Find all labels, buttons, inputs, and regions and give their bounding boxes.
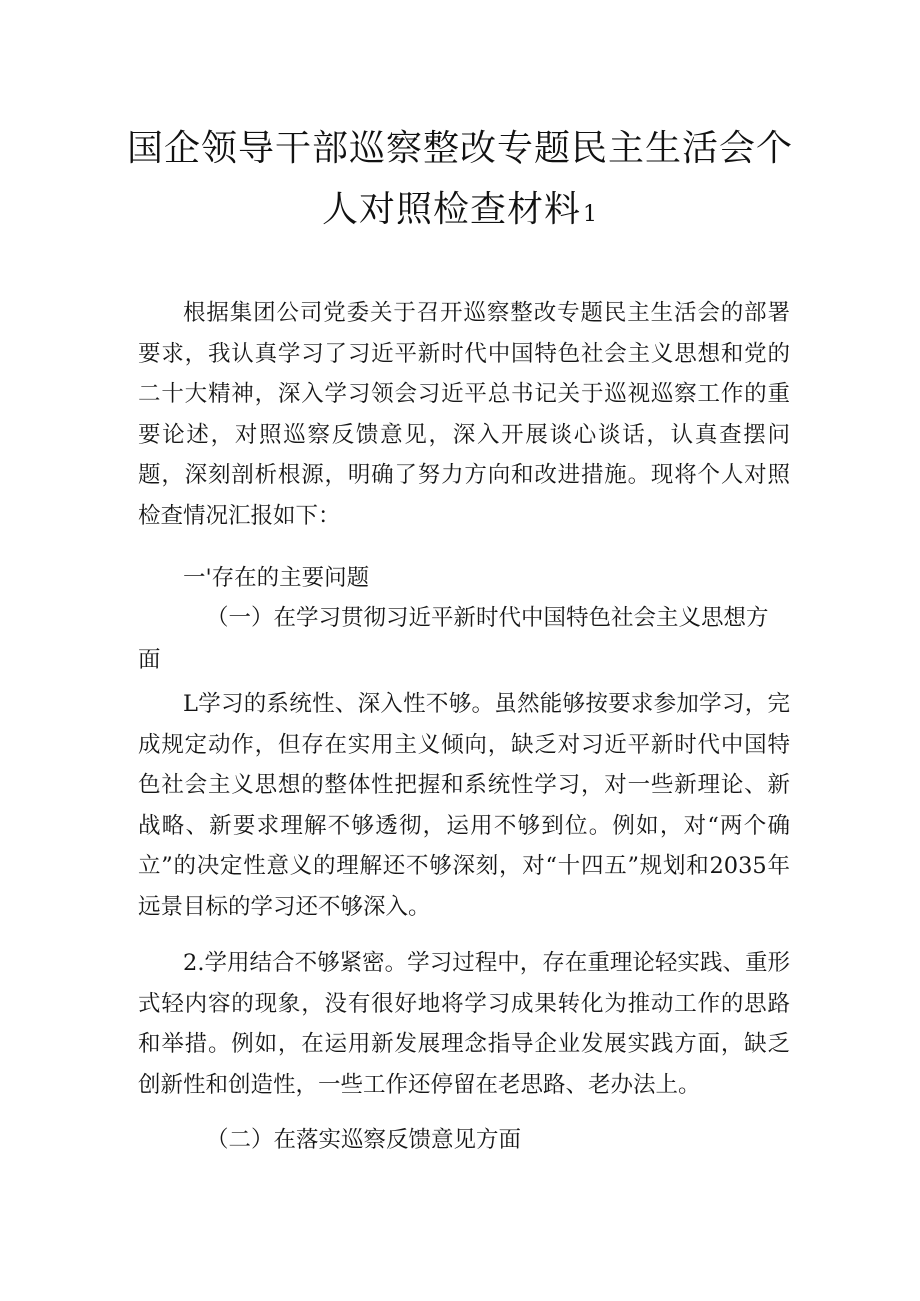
subsection-heading-1-line-1: （一）在学习贯彻习近平新时代中国特色社会主义思想方 bbox=[206, 605, 769, 631]
subsection-heading-1-line-2: 面 bbox=[138, 647, 161, 673]
list-item-2-paragraph: 2.学用结合不够紧密。学习过程中，存在重理论轻实践、重形式轻内容的现象，没有很好地将学习成果转化为推动工作的思路和举措。例如，在运用新发展理念指导企业发展实践方面，缺乏创新性和创造性，一些工作还停留在老思路、老办法上。 bbox=[138, 950, 790, 1098]
section-heading-1: 一'存在的主要问题 bbox=[183, 565, 370, 591]
intro-paragraph: 根据集团公司党委关于召开巡察整改专题民主生活会的部署要求，我认真学习了习近平新时代中国特色社会主义思想和党的二十大精神，深入学习领会习近平总书记关于巡视巡察工作的重要论述，对照巡察反馈意见，深入开展谈心谈话，认真查摆问题，深刻剖析根源，明确了努力方向和改进措施。现将个人对照检查情况汇报如下： bbox=[138, 300, 790, 529]
document-title-line-1 bbox=[0, 120, 920, 171]
list-item-1-paragraph: L学习的系统性、深入性不够。虽然能够按要求参加学习，完成规定动作，但存在实用主义倾向，缺乏对习近平新时代中国特色社会主义思想的整体性把握和系统性学习，对一些新理论、新战略、新要求理解不够透彻，运用不够到位。例如，对“两个确立”的决定性意义的理解还不够深刻，对“十四五”规划和2035年远景目标的学习还不够深入。 bbox=[138, 691, 790, 920]
title-text-1: 国企领导干部巡察整改专题民主生活会个 bbox=[126, 128, 793, 169]
document-title-line-2 bbox=[0, 181, 920, 232]
title-text-2: 人对照检查材料 bbox=[321, 189, 581, 230]
subsection-heading-2: （二）在落实巡察反馈意见方面 bbox=[206, 1127, 522, 1153]
title-footnote-mark: 1 bbox=[583, 202, 598, 227]
